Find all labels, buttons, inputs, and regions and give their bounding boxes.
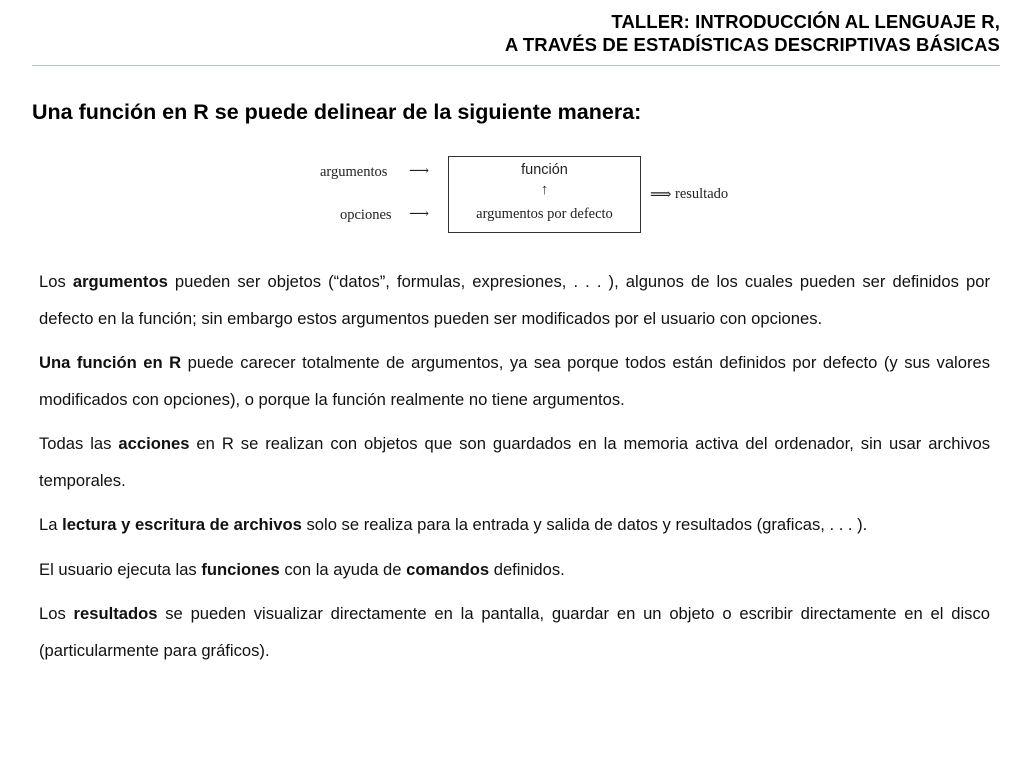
paragraph: El usuario ejecuta las funciones con la ayuda de comandos definidos.	[39, 559, 565, 579]
bold-term: funciones	[201, 559, 280, 579]
diagram-label-resultado: resultado	[675, 186, 729, 202]
function-diagram	[300, 150, 760, 242]
bold-term: argumentos	[72, 272, 168, 291]
body-text	[39, 264, 990, 677]
header-line-1: TALLER: INTRODUCCIÓN AL LENGUAJE R,	[611, 11, 1000, 32]
arrow-up-icon: ↑	[540, 182, 549, 198]
paragraph: Todas las acciones en R se realizan con objetos que son guardados en la memoria activa del ordenador, sin usar archivos temporales.	[39, 434, 990, 490]
box-label-default-args: argumentos por defecto	[476, 206, 613, 222]
paragraph: Los resultados se pueden visualizar directamente en la pantalla, guardar en un objeto o escribir directamente en el disco (particularmente para gráficos).	[39, 604, 990, 660]
bold-term: Una función en R	[39, 353, 182, 372]
arrow-right-icon: ⟶	[409, 164, 430, 179]
slide-header	[505, 10, 1000, 56]
bold-term: lectura y escritura de archivos	[62, 515, 302, 534]
bold-term: acciones	[118, 434, 190, 453]
diagram-label-argumentos: argumentos	[320, 164, 388, 180]
page-title: Una función en R se puede delinear de la siguiente manera:	[32, 100, 642, 124]
paragraph: Los argumentos pueden ser objetos (“datos”, formulas, expresiones, . . . ), algunos de los cuales pueden ser definidos por defecto en la función; sin embargo estos argumentos pueden ser modificados por el usuario con opciones.	[39, 272, 990, 328]
header-divider	[32, 65, 1000, 66]
diagram-label-opciones: opciones	[340, 207, 392, 223]
paragraph: La lectura y escritura de archivos solo se realiza para la entrada y salida de datos y resultados (graficas, . . . ).	[39, 515, 868, 534]
arrow-right-icon: ⟶	[409, 207, 430, 222]
box-label-funcion: función	[521, 162, 568, 178]
bold-term: comandos	[406, 559, 490, 579]
header-line-2: A TRAVÉS DE ESTADÍSTICAS DESCRIPTIVAS BÁSICAS	[504, 34, 1000, 55]
function-box	[448, 156, 641, 233]
paragraph: Una función en R puede carecer totalmente de argumentos, ya sea porque todos están definidos por defecto (y sus valores modificados con opciones), o porque la función realmente no tiene argumentos.	[39, 353, 991, 409]
double-arrow-right-icon: ⟹	[650, 187, 672, 203]
bold-term: resultados	[73, 604, 158, 623]
